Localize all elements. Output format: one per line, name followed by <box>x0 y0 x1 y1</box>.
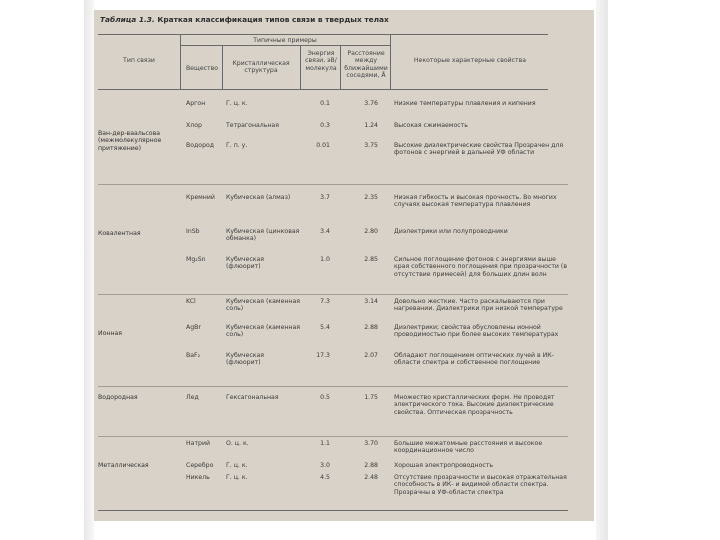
header-binding-energy: Энергия связи, эВ/молекула <box>305 50 337 72</box>
table-title <box>100 16 580 23</box>
group-divider <box>98 386 568 387</box>
crystal-structure: Кубическая (каменная соль) <box>226 324 300 339</box>
col-sep-2 <box>222 45 223 89</box>
header-bottom-rule <box>98 89 548 90</box>
bond-type-metallic: Металлическая <box>98 462 149 469</box>
header-crystal-structure: Кристаллическая структура <box>232 60 290 75</box>
bond-type-van-der-waals: Ван-дер-ваальсова (межмолекулярное притяжение) <box>98 130 162 152</box>
crystal-structure: Тетрагональная <box>226 122 279 129</box>
properties: Высокие диэлектрические свойства Прозрачен для фотонов с энергией в дальней УФ области <box>394 142 564 157</box>
table-title-text: Краткая классификация типов связи в твердых телах <box>157 15 389 24</box>
interatomic-distance: 1.24 <box>364 122 378 129</box>
interatomic-distance: 3.75 <box>364 142 378 149</box>
binding-energy: 0.5 <box>320 394 330 401</box>
properties: Обладают поглощением оптических лучей в ИК-области спектра и собственное поглощение <box>394 352 554 367</box>
crystal-structure: Кубическая (каменная соль) <box>226 298 300 313</box>
substance: BaF₂ <box>186 352 201 359</box>
substance: Водород <box>186 142 215 149</box>
binding-energy: 5.4 <box>320 324 330 331</box>
binding-energy: 17.3 <box>316 352 330 359</box>
properties: Довольно жесткие. Часто раскалываются при нагревании. Диэлектрики при низкой температуре <box>394 298 563 313</box>
crystal-structure: Г. ц. к. <box>226 462 248 469</box>
substance: Лед <box>186 394 199 401</box>
interatomic-distance: 2.88 <box>364 324 378 331</box>
bond-type-covalent: Ковалентная <box>98 230 141 237</box>
header-interatomic-distance: Расстояние между ближайшими соседями, Å <box>344 50 388 80</box>
crystal-structure: Кубическая (флюорит) <box>226 256 265 271</box>
crystal-structure: Кубическая (флюорит) <box>226 352 265 367</box>
interatomic-distance: 2.88 <box>364 462 378 469</box>
crystal-structure: Гексагональная <box>226 394 279 401</box>
binding-energy: 4.5 <box>320 474 330 481</box>
properties: Диэлектрики или полупроводники <box>394 228 508 235</box>
substance: Никель <box>186 474 210 481</box>
properties: Отсутствие прозрачности и высокая отражательная способность в ИК- и видимой области спектра. Прозрачны в УФ-области спектра <box>394 474 567 496</box>
interatomic-distance: 2.07 <box>364 352 378 359</box>
examples-underline <box>180 45 390 46</box>
properties: Сильное поглощение фотонов с энергиями выше края собственного поглощения при прозрачности (в отсутствие примесей) для больших длин волн <box>394 256 567 278</box>
properties: Высокая сжимаемость <box>394 122 468 129</box>
properties: Низкая гибкость и высокая прочность. Во многих случаях высокая температура плавления <box>394 194 557 209</box>
properties: Большие межатомные расстояния и высокое координационное число <box>394 440 543 455</box>
slide-right-shadow <box>596 0 608 540</box>
header-top-rule <box>98 34 548 35</box>
substance: KCl <box>186 298 196 305</box>
properties: Хорошая электропроводность <box>394 462 494 469</box>
header-bond-type: Тип связи <box>123 57 155 64</box>
crystal-structure: Г. ц. к. <box>226 100 248 107</box>
binding-energy: 7.3 <box>320 298 330 305</box>
binding-energy: 3.7 <box>320 194 330 201</box>
substance: Аргон <box>186 100 206 107</box>
table-bottom-rule <box>98 510 568 511</box>
group-divider <box>98 294 568 295</box>
table-number: Таблица 1.3. <box>100 15 155 24</box>
interatomic-distance: 3.70 <box>364 440 378 447</box>
substance: AgBr <box>186 324 201 331</box>
interatomic-distance: 2.80 <box>364 228 378 235</box>
properties: Диэлектрики; свойства обусловлены ионной проводимостью при более высоких температурах <box>394 324 559 339</box>
binding-energy: 0.01 <box>316 142 330 149</box>
interatomic-distance: 2.48 <box>364 474 378 481</box>
binding-energy: 0.1 <box>320 100 330 107</box>
binding-energy: 0.3 <box>320 122 330 129</box>
interatomic-distance: 2.35 <box>364 194 378 201</box>
binding-energy: 1.0 <box>320 256 330 263</box>
substance: Серебро <box>186 462 214 469</box>
substance: Натрий <box>186 440 211 447</box>
bond-type-hydrogen: Водородная <box>98 394 138 401</box>
header-substance: Вещество <box>185 65 219 72</box>
header-characteristic-properties: Некоторые характерные свойства <box>413 57 527 64</box>
col-sep-3 <box>300 45 301 89</box>
binding-energy: 3.4 <box>320 228 330 235</box>
binding-energy: 1.1 <box>320 440 330 447</box>
interatomic-distance: 3.76 <box>364 100 378 107</box>
interatomic-distance: 2.85 <box>364 256 378 263</box>
crystal-structure: Кубическая (цинковая обманка) <box>226 228 300 243</box>
substance: Кремний <box>186 194 215 201</box>
binding-energy: 3.0 <box>320 462 330 469</box>
properties: Низкие температуры плавления и кипения <box>394 100 536 107</box>
substance: Хлор <box>186 122 202 129</box>
substance: Mg₂Sn <box>186 256 206 263</box>
properties: Множество кристаллических форм. Не проводят электрического тока. Высокие диэлектрические свойства. Оптическая прозрачность <box>394 394 555 416</box>
group-divider <box>98 184 568 185</box>
substance: InSb <box>186 228 200 235</box>
crystal-structure: О. ц. к. <box>226 440 249 447</box>
col-sep-4 <box>340 45 341 89</box>
interatomic-distance: 1.75 <box>364 394 378 401</box>
group-divider <box>98 436 568 437</box>
crystal-structure: Кубическая (алмаз) <box>226 194 291 201</box>
scanned-table-page <box>94 10 594 521</box>
col-sep-5 <box>390 34 391 89</box>
crystal-structure: Г. ц. к. <box>226 474 248 481</box>
crystal-structure: Г. п. у. <box>226 142 248 149</box>
bond-type-ionic: Ионная <box>98 330 123 337</box>
interatomic-distance: 3.14 <box>364 298 378 305</box>
header-typical-examples: Типичные примеры <box>253 37 317 44</box>
slide-left-shadow <box>84 0 94 540</box>
